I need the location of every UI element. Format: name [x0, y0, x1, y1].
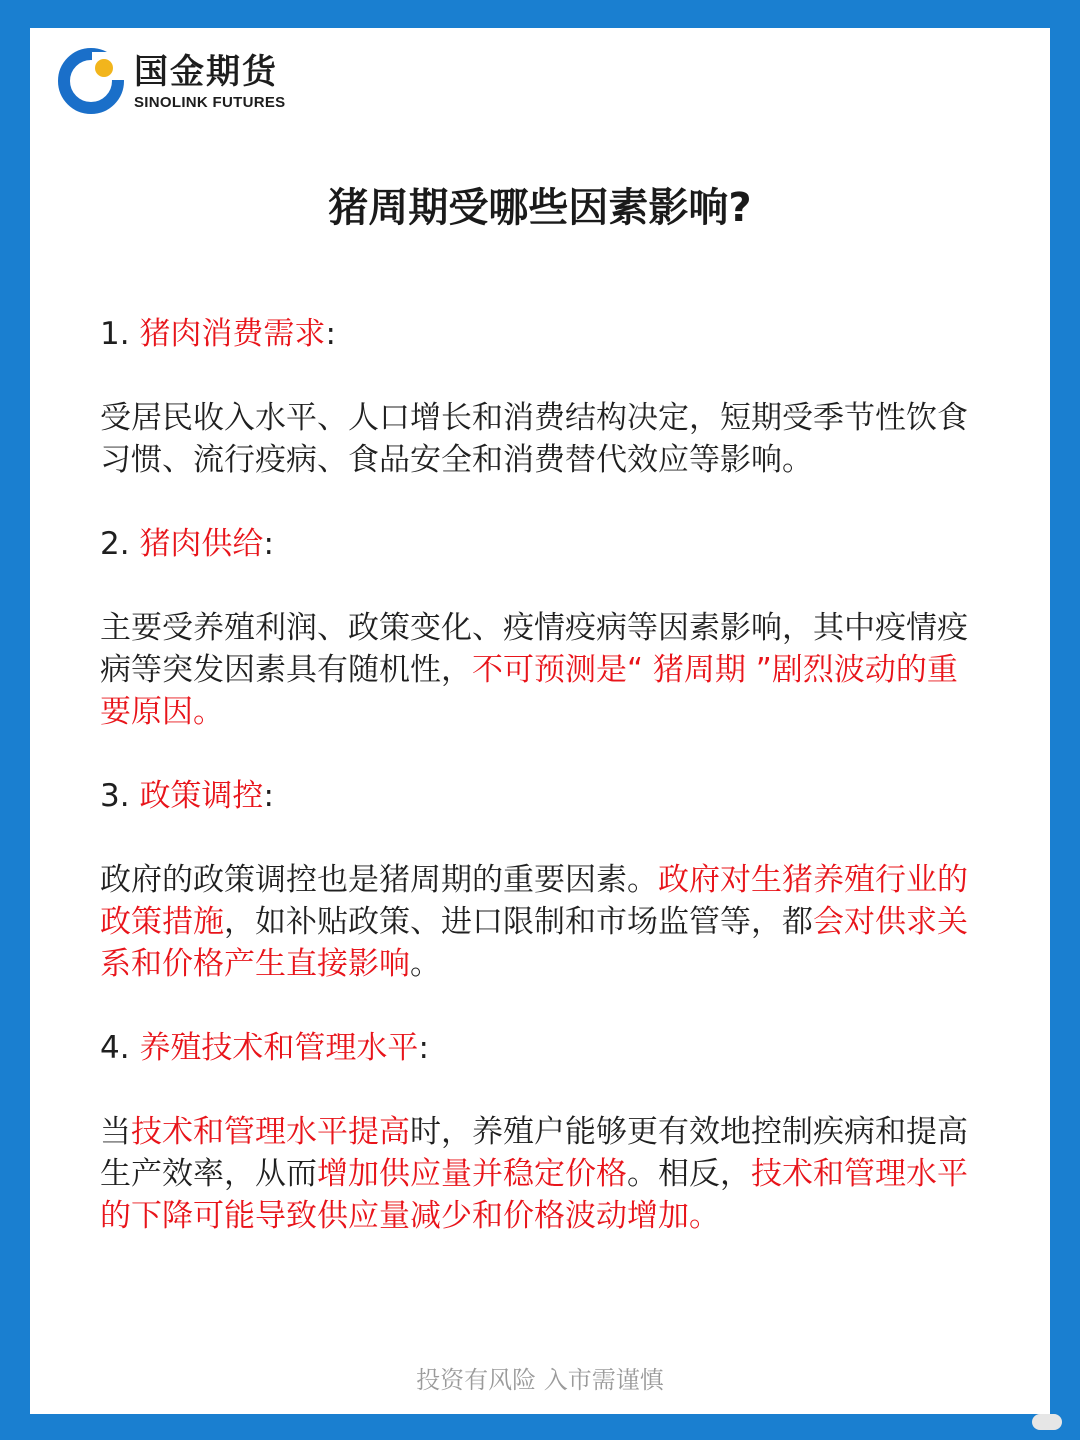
watermark-badge	[1032, 1414, 1062, 1430]
section-heading-colon: :	[263, 526, 274, 562]
section-heading-text: 养殖技术和管理水平	[139, 1030, 419, 1066]
section-heading-colon: :	[325, 316, 336, 352]
logo-english-name: SINOLINK FUTURES	[134, 94, 286, 111]
body-text: 时，养殖户能够更有效地控制疾病和提高生产效率，从而	[100, 1114, 968, 1192]
section-heading-colon: :	[263, 778, 274, 814]
brand-logo	[58, 40, 358, 120]
highlighted-text: 技术和管理水平提高	[131, 1114, 410, 1150]
body-text: 。相反，	[627, 1156, 751, 1192]
highlighted-text: 增加供应量并稳定价格	[317, 1156, 627, 1192]
section-number: 1.	[100, 316, 140, 352]
section-number: 4.	[100, 1030, 140, 1066]
sinolink-logo-icon	[58, 48, 124, 114]
highlighted-text: 技术和管理水平的下降可能导致供应量减少和价格波动增加。	[100, 1156, 968, 1234]
page-title: 猪周期受哪些因素影响?	[328, 185, 752, 231]
logo-chinese-name: 国金期货	[134, 52, 278, 92]
body-text: ，如补贴政策、进口限制和市场监管等，都	[224, 904, 813, 940]
section-paragraph	[100, 859, 985, 985]
section-heading-colon: :	[418, 1030, 429, 1066]
risk-disclaimer: 投资有风险 入市需谨慎	[416, 1366, 664, 1394]
body-text: 政府的政策调控也是猪周期的重要因素。	[100, 862, 658, 898]
section-heading-text: 猪肉消费需求	[139, 316, 326, 352]
section-heading	[100, 1027, 985, 1069]
section-heading	[100, 313, 985, 355]
body-text: 当	[100, 1114, 131, 1150]
section-heading	[100, 523, 985, 565]
highlighted-text: 不可预测是“ 猪周期 ”剧烈波动的重要原因。	[100, 652, 958, 730]
section-heading-text: 政策调控	[139, 778, 264, 814]
article-body	[100, 313, 985, 1237]
highlighted-text: 政府对生猪养殖行业的政策措施	[100, 862, 968, 940]
body-text: 主要受养殖利润、政策变化、疫情疫病等因素影响，其中疫情疫病等突发因素具有随机性，	[100, 610, 968, 688]
body-text: 。	[410, 946, 441, 982]
section-paragraph	[100, 1111, 985, 1237]
section-number: 3.	[100, 778, 140, 814]
section-number: 2.	[100, 526, 140, 562]
section-paragraph	[100, 397, 985, 481]
content-card	[30, 28, 1050, 1414]
body-text: 受居民收入水平、人口增长和消费结构决定，短期受季节性饮食习惯、流行疫病、食品安全和消费替代效应等影响。	[100, 400, 968, 478]
section-heading	[100, 775, 985, 817]
section-heading-text: 猪肉供给	[139, 526, 264, 562]
highlighted-text: 会对供求关系和价格产生直接影响	[100, 904, 968, 982]
section-paragraph	[100, 607, 985, 733]
